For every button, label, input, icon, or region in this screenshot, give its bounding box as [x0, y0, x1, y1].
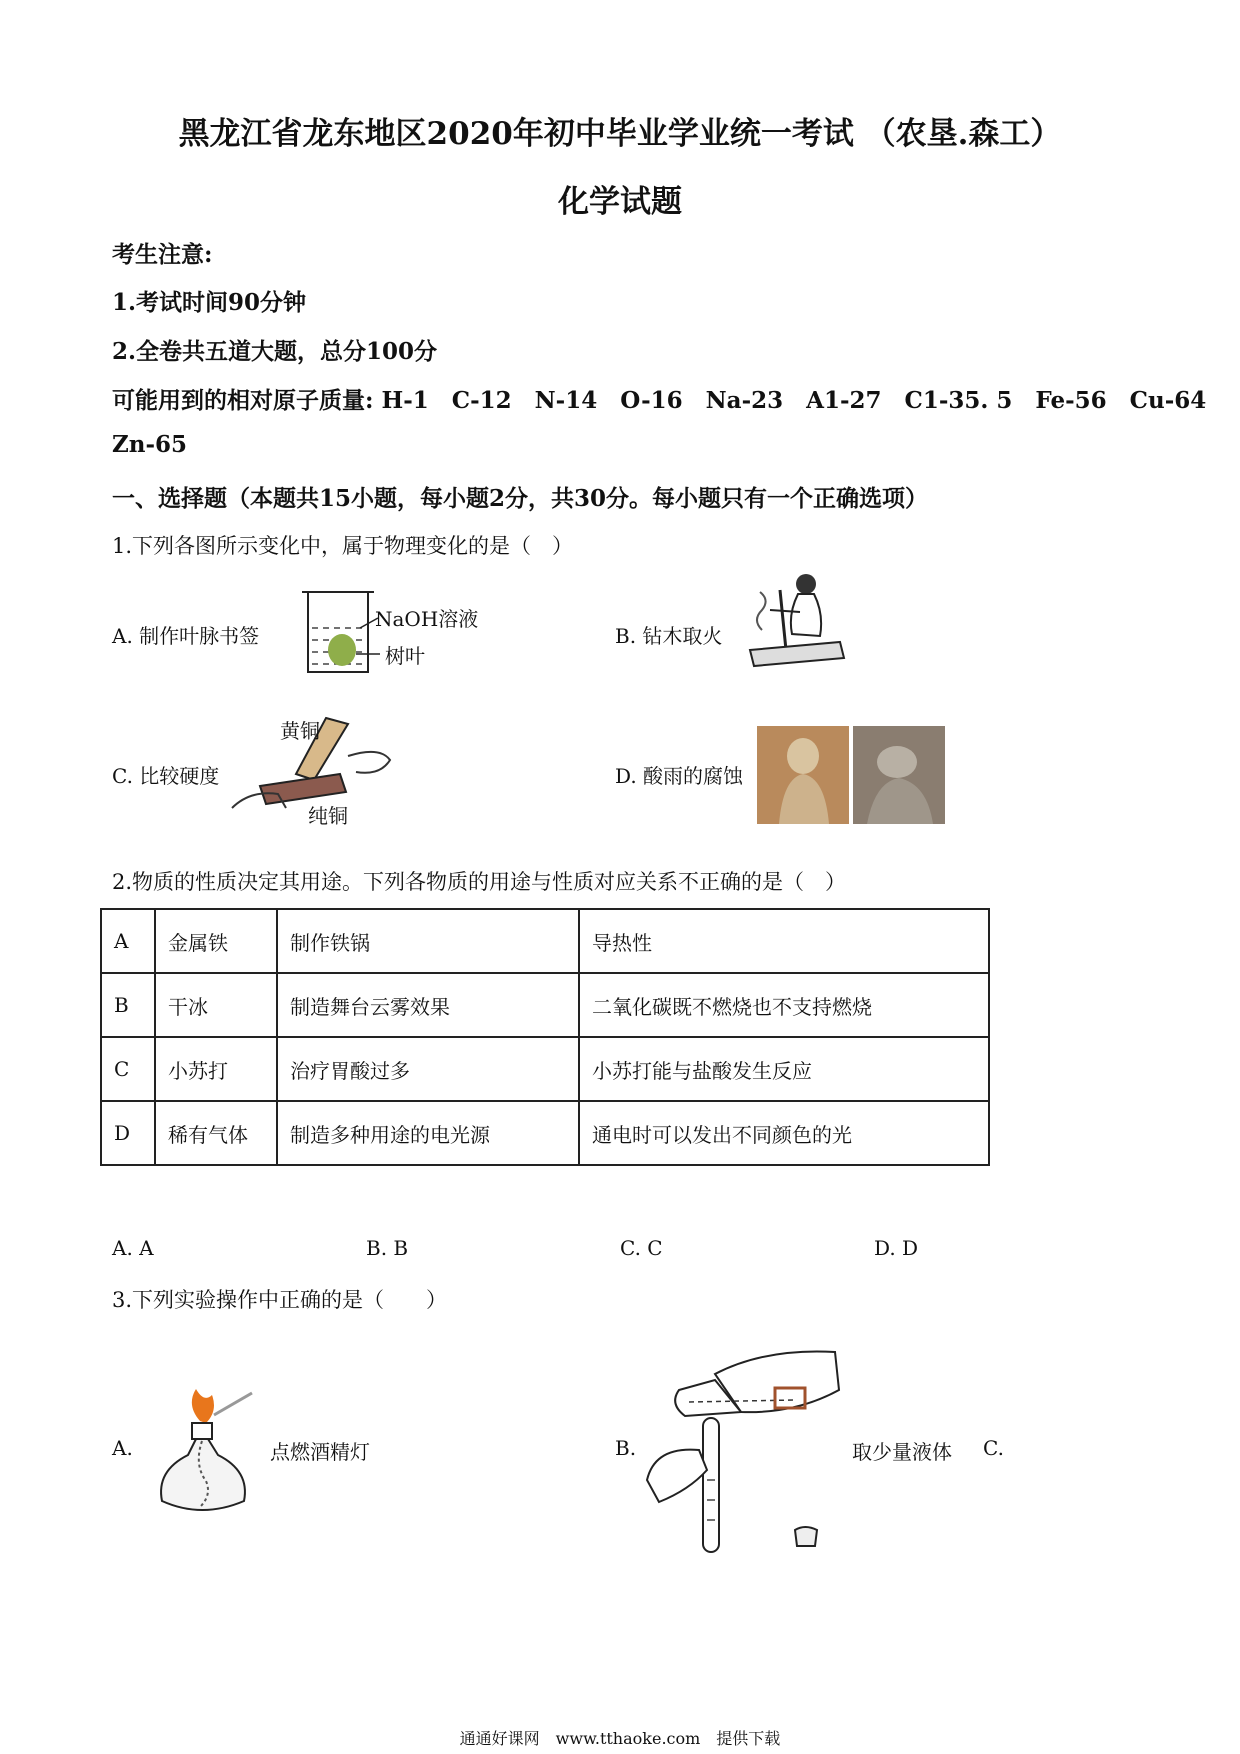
table-cell: 制造舞台云雾效果 [277, 973, 579, 1037]
pure-copper-label: 纯铜 [308, 804, 348, 828]
q1-option-b: B. 钻木取火 [615, 624, 723, 648]
table-cell: 金属铁 [155, 909, 277, 973]
table-cell: 二氧化碳既不燃烧也不支持燃烧 [579, 973, 989, 1037]
footer-source: 通通好课网 www.tthaoke.com 提供下载 [459, 1729, 781, 1748]
table-cell: D [101, 1101, 155, 1165]
notes-line-2: 2.全卷共五道大题，总分100分 [112, 338, 438, 365]
q1-option-d: D. 酸雨的腐蚀 [615, 764, 744, 788]
table-cell: 小苏打能与盐酸发生反应 [579, 1037, 989, 1101]
table-row [101, 1101, 989, 1165]
table-cell: C [101, 1037, 155, 1101]
question-2-stem: 2.物质的性质决定其用途。下列各物质的用途与性质对应关系不正确的是（ ） [112, 870, 847, 894]
atomic-masses-line-2: Zn-65 [112, 431, 188, 458]
q2-properties-table [100, 908, 990, 1166]
q2-option-d: D. D [874, 1236, 919, 1260]
page-title: 黑龙江省龙东地区2020年初中毕业学业统一考试 （农垦.森工） [178, 116, 1062, 152]
q3-option-b-text: 取少量液体 [852, 1440, 952, 1464]
q3-option-a-letter: A. [112, 1436, 133, 1460]
table-cell: 稀有气体 [155, 1101, 277, 1165]
q2-option-b: B. B [366, 1236, 409, 1260]
pour-liquid-figure [645, 1330, 845, 1560]
q2-option-a: A. A [112, 1236, 154, 1260]
table-cell: 小苏打 [155, 1037, 277, 1101]
page-subtitle: 化学试题 [558, 184, 682, 220]
table-row [101, 973, 989, 1037]
alcohol-lamp-figure [148, 1385, 258, 1525]
table-cell: 制造多种用途的电光源 [277, 1101, 579, 1165]
drill-fire-figure [740, 570, 850, 675]
leaf-label: 树叶 [385, 644, 425, 668]
notes-line-1: 1.考试时间90分钟 [112, 289, 307, 316]
question-1-stem: 1.下列各图所示变化中，属于物理变化的是（ ） [112, 534, 574, 558]
table-cell: 干冰 [155, 973, 277, 1037]
table-row [101, 1037, 989, 1101]
q3-option-a-text: 点燃酒精灯 [270, 1440, 370, 1464]
table-cell: 通电时可以发出不同颜色的光 [579, 1101, 989, 1165]
table-cell: 制作铁锅 [277, 909, 579, 973]
q1-option-c: C. 比较硬度 [112, 764, 220, 788]
table-row [101, 909, 989, 973]
table-cell: 治疗胃酸过多 [277, 1037, 579, 1101]
naoh-label: NaOH溶液 [375, 607, 479, 631]
acid-rain-statue-photos [757, 726, 945, 824]
q3-option-b-letter: B. [615, 1436, 637, 1460]
notes-heading: 考生注意: [112, 241, 213, 268]
table-cell: B [101, 973, 155, 1037]
q3-option-c-letter: C. [983, 1436, 1004, 1460]
brass-label: 黄铜 [280, 719, 320, 743]
table-cell: 导热性 [579, 909, 989, 973]
atomic-masses-line-1: 可能用到的相对原子质量: H-1 C-12 N-14 O-16 Na-23 A1-27 C1-35. 5 Fe-56 Cu-64 [112, 387, 1207, 414]
question-3-stem: 3.下列实验操作中正确的是（ ） [112, 1288, 448, 1312]
section-heading: 一、选择题（本题共15小题，每小题2分，共30分。每小题只有一个正确选项） [112, 485, 929, 512]
table-cell: A [101, 909, 155, 973]
q2-option-c: C. C [620, 1236, 663, 1260]
q1-option-a: A. 制作叶脉书签 [112, 624, 260, 648]
